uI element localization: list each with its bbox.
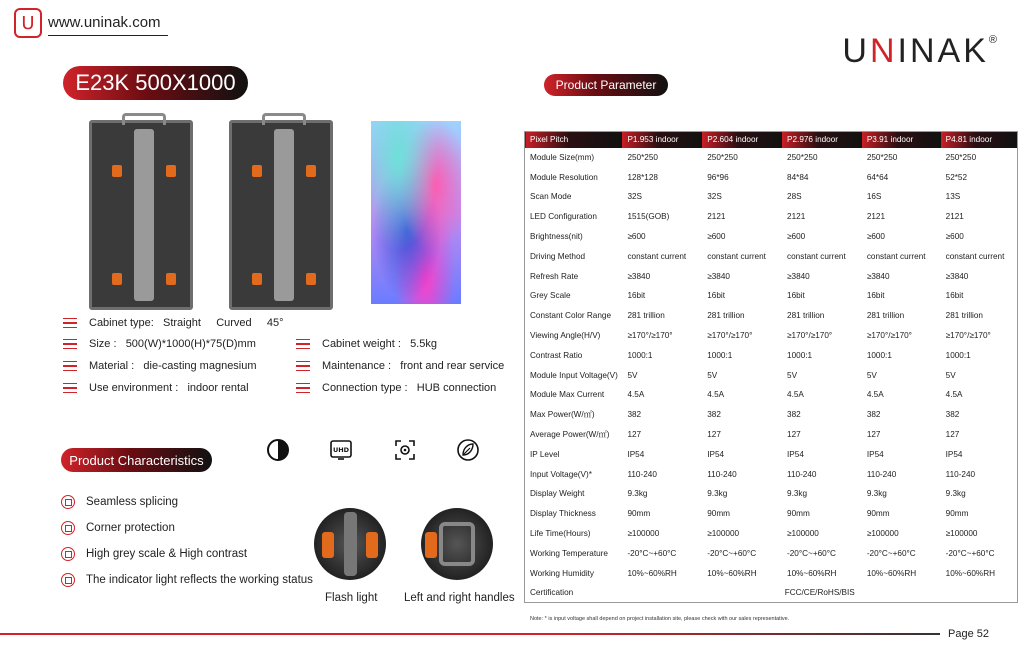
list-icon — [296, 383, 310, 394]
row-label-cell: Refresh Rate — [530, 271, 579, 281]
table-row — [525, 326, 1018, 346]
value-cell: -20°C~+60°C — [945, 548, 995, 558]
brand-accent-letter: N — [869, 32, 898, 70]
caption-flash-light: Flash light — [325, 592, 378, 604]
row-label-cell: Contrast Ratio — [530, 350, 583, 360]
logo-letter: U — [21, 12, 35, 34]
spec-value: HUB connection — [416, 382, 497, 394]
value-cell: IP54 — [627, 449, 645, 459]
value-cell: IP54 — [866, 449, 884, 459]
value-cell: 5V — [787, 370, 798, 380]
table-row — [525, 444, 1018, 464]
row-label-cell: LED Configuration — [530, 212, 597, 222]
table-row — [525, 385, 1018, 405]
contrast-icon — [266, 438, 290, 462]
table-row — [525, 148, 1018, 168]
lock-latch — [252, 273, 262, 285]
row-label-cell: Average Power(W/㎡) — [530, 430, 610, 440]
value-cell: constant current — [945, 251, 1005, 261]
value-cell: 281 trillion — [945, 311, 983, 321]
value-cell: ≥100000 — [787, 529, 819, 539]
table-row — [525, 563, 1018, 583]
list-icon — [63, 318, 77, 329]
spec-label: Size : — [89, 338, 117, 350]
parameter-table — [524, 131, 1018, 603]
lock-latch — [166, 165, 176, 177]
cabinet-spine — [134, 129, 154, 301]
value-cell: 281 trillion — [627, 311, 665, 321]
value-cell: 64*64 — [866, 172, 889, 182]
spine-detail — [344, 512, 357, 576]
value-cell: 1000:1 — [866, 350, 892, 360]
table-row — [525, 425, 1018, 445]
row-label-cell: Module Resolution — [530, 172, 598, 182]
value-cell: 10%~60%RH — [707, 568, 757, 578]
value-cell: 1000:1 — [787, 350, 813, 360]
url-underline — [48, 35, 168, 36]
table-row — [525, 227, 1018, 247]
row-label-cell: Certification — [530, 588, 574, 598]
spec-item — [63, 317, 284, 329]
value-cell: 13S — [945, 192, 961, 202]
value-cell: ≥100000 — [945, 529, 978, 539]
spec-item — [296, 338, 437, 350]
value-cell: ≥100000 — [866, 529, 899, 539]
table-row — [525, 484, 1018, 504]
value-cell: 127 — [627, 430, 642, 440]
spec-value: front and rear service — [400, 360, 505, 372]
value-cell: ≥3840 — [866, 271, 890, 281]
table-row — [525, 543, 1018, 563]
value-cell: 4.5A — [707, 390, 725, 400]
table-row — [525, 286, 1018, 306]
value-cell: 90mm — [866, 509, 890, 519]
handles-detail-image — [421, 508, 493, 580]
value-cell: 9.3kg — [627, 489, 648, 499]
feature-item — [61, 547, 247, 561]
spec-label: Cabinet type: — [89, 317, 154, 329]
value-cell: 32S — [627, 192, 643, 202]
table-row — [525, 246, 1018, 266]
value-cell: IP54 — [707, 449, 725, 459]
feature-label: High grey scale & High contrast — [86, 548, 248, 560]
value-cell: constant current — [627, 251, 687, 261]
value-cell: 96*96 — [707, 172, 729, 182]
value-cell: ≥3840 — [707, 271, 730, 281]
value-cell: 250*250 — [945, 152, 977, 162]
value-cell: 52*52 — [945, 172, 968, 182]
value-cell: 110-240 — [787, 469, 817, 479]
feature-label: Seamless splicing — [86, 496, 179, 508]
certification-value-cell: FCC/CE/RoHS/BIS — [784, 588, 855, 598]
lock-latch — [306, 165, 316, 177]
table-row — [525, 187, 1018, 207]
value-cell: ≥600 — [787, 232, 806, 242]
header-cell: P2.604 indoor — [702, 132, 782, 148]
spec-value: indoor rental — [187, 382, 249, 394]
cabinet-rear-image-2 — [229, 120, 333, 310]
value-cell: ≥170°/≥170° — [866, 331, 912, 341]
value-cell: ≥100000 — [627, 529, 660, 539]
value-cell: 110-240 — [627, 469, 657, 479]
spec-label: Material : — [89, 360, 135, 372]
value-cell: 16bit — [627, 291, 646, 301]
value-cell: 110-240 — [945, 469, 976, 479]
spec-item — [296, 360, 504, 372]
value-cell: 281 trillion — [707, 311, 745, 321]
value-cell: 110-240 — [866, 469, 897, 479]
value-cell: 1000:1 — [707, 350, 733, 360]
table-row — [525, 524, 1018, 544]
header-cell: P4.81 indoor — [941, 132, 1018, 148]
row-label-cell: Module Input Voltage(V) — [530, 370, 618, 380]
value-cell: 16bit — [945, 291, 964, 301]
header-cell: P1.953 indoor — [622, 132, 702, 148]
value-cell: 90mm — [945, 509, 969, 519]
brand-prefix: U — [842, 32, 870, 70]
value-cell: ≥3840 — [787, 271, 810, 281]
value-cell: constant current — [707, 251, 766, 261]
leaf-icon — [456, 438, 480, 462]
value-cell: ≥100000 — [707, 529, 740, 539]
value-cell: 250*250 — [866, 152, 898, 162]
logo-mark — [14, 8, 42, 38]
value-cell: 127 — [707, 430, 721, 440]
value-cell: ≥3840 — [945, 271, 969, 281]
spec-item — [296, 382, 496, 394]
value-cell: 2121 — [945, 212, 964, 222]
spec-label: Cabinet weight : — [322, 338, 401, 350]
value-cell: 9.3kg — [866, 489, 887, 499]
value-cell: -20°C~+60°C — [866, 548, 916, 558]
spec-label: Connection type : — [322, 382, 408, 394]
feature-item — [61, 521, 175, 535]
uhd-label: UHD — [332, 446, 350, 454]
list-icon — [63, 383, 77, 394]
row-label-cell: Brightness(nit) — [530, 232, 583, 242]
value-cell: 2121 — [707, 212, 726, 222]
value-cell: ≥600 — [945, 232, 964, 242]
value-cell: 110-240 — [707, 469, 737, 479]
value-cell: 127 — [945, 430, 960, 440]
value-cell: IP54 — [787, 449, 804, 459]
value-cell: 4.5A — [945, 390, 963, 400]
brand-suffix: INAK — [897, 32, 989, 70]
cabinet-rear-image-1 — [89, 120, 193, 310]
list-icon — [296, 339, 310, 350]
value-cell: 250*250 — [787, 152, 818, 162]
spec-item — [63, 382, 249, 394]
header-cell: Pixel Pitch — [525, 132, 623, 148]
value-cell: -20°C~+60°C — [707, 548, 757, 558]
screen-front-image — [371, 121, 461, 304]
header-cell: P2.976 indoor — [782, 132, 862, 148]
model-title: E23K 500X1000 — [63, 66, 248, 100]
row-label-cell: Viewing Angle(H/V) — [530, 331, 601, 341]
value-cell: 84*84 — [787, 172, 809, 182]
footnote: Note: * is input voltage shall depend on project installation site, please check with our sales representative. — [530, 616, 790, 622]
table-row — [525, 464, 1018, 484]
value-cell: 16bit — [707, 291, 725, 301]
value-cell: ≥600 — [627, 232, 646, 242]
feature-item — [61, 495, 178, 509]
value-cell: ≥170°/≥170° — [707, 331, 753, 341]
value-cell: 382 — [945, 410, 960, 420]
table-header-row — [525, 132, 1018, 148]
feature-label: The indicator light reflects the working status — [86, 574, 313, 586]
latch-detail — [366, 532, 378, 558]
feature-icon — [61, 495, 75, 509]
cabinet-spine — [274, 129, 294, 301]
lock-latch — [112, 273, 122, 285]
page-number: Page 52 — [948, 628, 989, 640]
list-icon — [296, 361, 310, 372]
value-cell: 16bit — [866, 291, 885, 301]
value-cell: 1000:1 — [627, 350, 653, 360]
value-cell: -20°C~+60°C — [627, 548, 677, 558]
value-cell: 250*250 — [627, 152, 658, 162]
value-cell: 5V — [627, 370, 638, 380]
row-label-cell: Grey Scale — [530, 291, 571, 301]
focus-icon — [393, 438, 417, 462]
row-label-cell: Input Voltage(V)* — [530, 469, 592, 479]
value-cell: constant current — [866, 251, 926, 261]
table-row — [525, 306, 1018, 326]
feature-icon — [61, 547, 75, 561]
value-cell: ≥600 — [866, 232, 885, 242]
value-cell: 128*128 — [627, 172, 658, 182]
spec-value: 5.5kg — [410, 338, 437, 350]
spec-value: 500(W)*1000(H)*75(D)mm — [125, 338, 256, 350]
value-cell: 16bit — [787, 291, 805, 301]
value-cell: IP54 — [945, 449, 963, 459]
value-cell: 1000:1 — [945, 350, 971, 360]
lock-latch — [306, 273, 316, 285]
table-row — [525, 167, 1018, 187]
website-url[interactable]: www.uninak.com — [48, 14, 161, 31]
value-cell: 10%~60%RH — [627, 568, 677, 578]
value-cell: 382 — [627, 410, 642, 420]
spec-label: Maintenance : — [322, 360, 392, 372]
value-cell: 2121 — [866, 212, 886, 222]
row-label-cell: Life Time(Hours) — [530, 529, 591, 539]
value-cell: 16S — [866, 192, 882, 202]
value-cell: ≥600 — [707, 232, 726, 242]
value-cell: 127 — [866, 430, 881, 440]
footer-line — [0, 633, 940, 635]
table-row — [525, 345, 1018, 365]
table-body — [525, 148, 1018, 603]
value-cell: ≥170°/≥170° — [787, 331, 833, 341]
row-label-cell: Constant Color Range — [530, 311, 612, 321]
value-cell: 5V — [945, 370, 956, 380]
value-cell: 2121 — [787, 212, 806, 222]
characteristics-title: Product Characteristics — [61, 448, 212, 472]
row-label-cell: Max Power(W/㎡) — [530, 410, 595, 420]
value-cell: 4.5A — [787, 390, 804, 400]
value-cell: 9.3kg — [945, 489, 966, 499]
feature-icon — [61, 573, 75, 587]
row-label-cell: Working Humidity — [530, 568, 595, 578]
value-cell: 9.3kg — [707, 489, 728, 499]
value-cell: 4.5A — [627, 390, 645, 400]
spec-label: Use environment : — [89, 382, 179, 394]
value-cell: 90mm — [787, 509, 810, 519]
lock-latch — [252, 165, 262, 177]
value-cell: 250*250 — [707, 152, 738, 162]
value-cell: 382 — [787, 410, 801, 420]
value-cell: 1515(GOB) — [627, 212, 670, 222]
caption-handles: Left and right handles — [404, 592, 515, 604]
value-cell: 90mm — [627, 509, 651, 519]
list-icon — [63, 361, 77, 372]
value-cell: 4.5A — [866, 390, 884, 400]
value-cell: 10%~60%RH — [866, 568, 917, 578]
value-cell: 281 trillion — [866, 311, 905, 321]
feature-item — [61, 573, 313, 587]
row-label-cell: Display Thickness — [530, 509, 596, 519]
uhd-icon — [329, 438, 353, 462]
spec-value: die-casting magnesium — [143, 360, 257, 372]
row-label-cell: Display Weight — [530, 489, 585, 499]
value-cell: 32S — [707, 192, 722, 202]
value-cell: 5V — [866, 370, 877, 380]
cabinet-handle — [262, 113, 306, 125]
header-cell: P3.91 indoor — [862, 132, 941, 148]
row-label-cell: Module Max Current — [530, 390, 605, 400]
value-cell: -20°C~+60°C — [787, 548, 836, 558]
value-cell: ≥170°/≥170° — [627, 331, 673, 341]
value-cell: 382 — [866, 410, 881, 420]
lock-latch — [166, 273, 176, 285]
spec-item — [63, 338, 256, 350]
latch-detail — [425, 532, 437, 558]
row-label-cell: IP Level — [530, 449, 560, 459]
value-cell: 127 — [787, 430, 801, 440]
row-label-cell: Module Size(mm) — [530, 152, 595, 162]
lock-latch — [112, 165, 122, 177]
value-cell: 5V — [707, 370, 718, 380]
flash-light-detail-image — [314, 508, 386, 580]
table-row — [525, 365, 1018, 385]
value-cell: 382 — [707, 410, 721, 420]
value-cell: ≥170°/≥170° — [945, 331, 991, 341]
row-label-cell: Working Temperature — [530, 548, 608, 558]
parameter-title: Product Parameter — [544, 74, 668, 96]
list-icon — [63, 339, 77, 350]
value-cell: 281 trillion — [787, 311, 825, 321]
table-row — [525, 405, 1018, 425]
table-row — [525, 266, 1018, 286]
table-row — [525, 583, 1018, 603]
value-cell: constant current — [787, 251, 846, 261]
spec-item — [63, 360, 257, 372]
value-cell: 10%~60%RH — [945, 568, 996, 578]
feature-icon — [61, 521, 75, 535]
cabinet-handle — [122, 113, 166, 125]
handle-detail — [439, 522, 475, 566]
row-label-cell: Scan Mode — [530, 192, 572, 202]
brand-logo — [842, 32, 1000, 71]
brand-registered-mark: ® — [988, 34, 1000, 46]
latch-detail — [322, 532, 334, 558]
value-cell: ≥3840 — [627, 271, 651, 281]
row-label-cell: Driving Method — [530, 251, 586, 261]
table-row — [525, 207, 1018, 227]
spec-value: Straight Curved 45° — [163, 317, 284, 329]
table-row — [525, 504, 1018, 524]
value-cell: 90mm — [707, 509, 730, 519]
feature-label: Corner protection — [86, 522, 175, 534]
value-cell: 28S — [787, 192, 802, 202]
value-cell: 9.3kg — [787, 489, 808, 499]
value-cell: 10%~60%RH — [787, 568, 837, 578]
